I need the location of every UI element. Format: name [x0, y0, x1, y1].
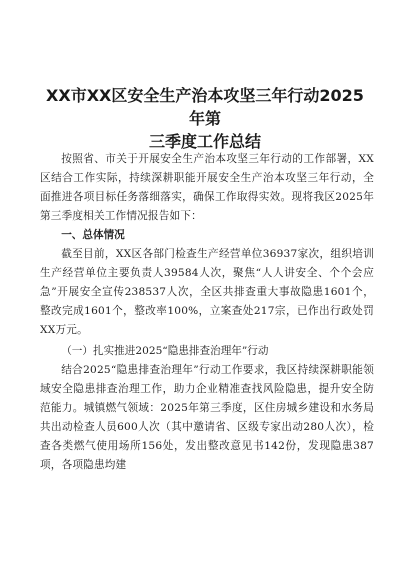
document-title — [40, 84, 370, 153]
title-line-2: 三季度工作总结 — [148, 132, 261, 151]
intro-paragraph: 按照省、市关于开展安全生产治本攻坚三年行动的工作部署，XX区结合工作实际，持续深耕职能开展安全生产治本攻坚三年行动，全面推进各项目标任务落细落实，确保工作取得实效。现将我区2025年第三季度相关工作情况报告如下： — [40, 153, 374, 222]
title-line-1: XX市XX区安全生产治本攻坚三年行动2025年第 — [46, 86, 364, 128]
document-body — [40, 150, 374, 475]
subsection-heading-hazard-year: （一）扎实推进2025“隐患排查治理年”行动 — [61, 345, 269, 357]
section-heading-overview: 一、总体情况 — [61, 229, 125, 241]
overview-paragraph: 截至目前，XX区各部门检查生产经营单位36937家次，组织培训生产经营单位主要负责人39584人次，聚焦“人人讲安全、个个会应急”开展安全宣传238537人次，全区共排查重大事故隐患1601个，整改完成1601个，整改率100%，立案查处217宗，已作出行政处罚XX万元。 — [40, 248, 374, 336]
hazard-year-paragraph: 结合2025“隐患排查治理年”行动工作要求，我区持续深耕职能领域安全隐患排查治理工作，助力企业精准查找风险隐患，提升安全防范能力。城镇燃气领域：2025年第三季度，区住房城乡建设和水务局共出动检查人员600人次（其中邀请省、区级专家出动280人次），检查各类燃气使用场所156处，发出整改意见书142份，发现隐患387项，各项隐患均建 — [40, 364, 374, 471]
